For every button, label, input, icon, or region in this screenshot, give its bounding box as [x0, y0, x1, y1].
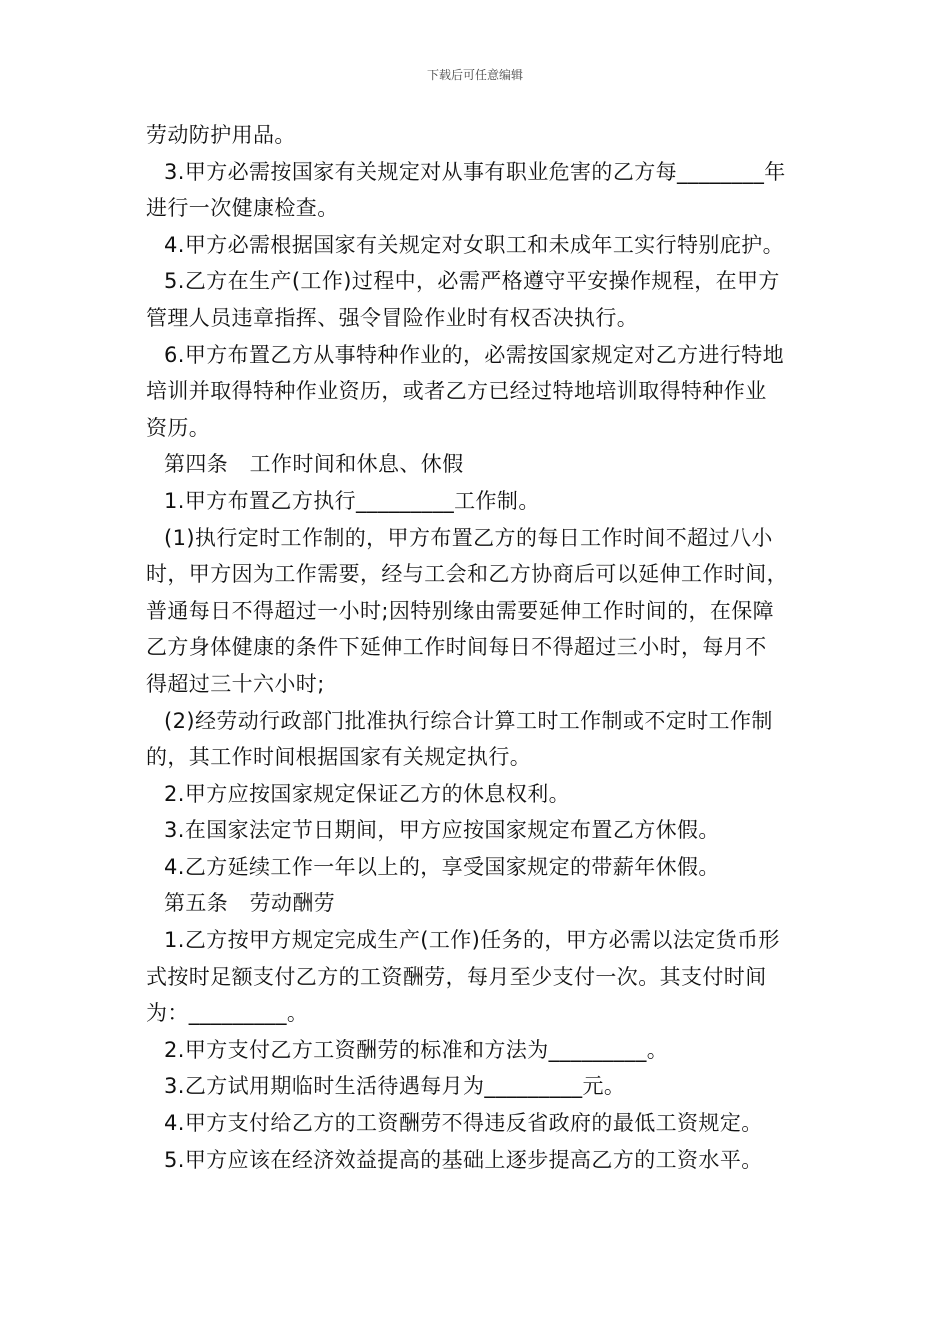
- section-heading: 第四条 工作时间和休息、休假: [164, 452, 464, 477]
- page-header: 下载后可任意编辑: [426, 68, 523, 82]
- text-line: 2.甲方应按国家规定保证乙方的休息权利。: [164, 781, 571, 806]
- text-line: 5.甲方应该在经济效益提高的基础上逐步提高乙方的工资水平。: [164, 1147, 763, 1172]
- text-line: 进行一次健康检查。: [146, 196, 339, 221]
- text-line: 管理人员违章指挥、强令冒险作业时有权否决执行。: [146, 305, 639, 330]
- text-line: 5.乙方在生产(工作)过程中，必需严格遵守平安操作规程，在甲方: [164, 269, 780, 294]
- text-line: 1.乙方按甲方规定完成生产(工作)任务的，甲方必需以法定货币形: [164, 928, 780, 953]
- text-line: 4.甲方必需根据国家有关规定对女职工和未成年工实行特别庇护。: [164, 232, 785, 257]
- text-line: 普通每日不得超过一小时;因特别缘由需要延伸工作时间的，在保障: [146, 598, 775, 623]
- text-line: 式按时足额支付乙方的工资酬劳，每月至少支付一次。其支付时间: [146, 964, 767, 989]
- text-line: 1.甲方布置乙方执行_________工作制。: [164, 488, 540, 513]
- text-line: (1)执行定时工作制的，甲方布置乙方的每日工作时间不超过八小: [164, 525, 773, 550]
- text-line: 3.甲方必需按国家有关规定对从事有职业危害的乙方每________年: [164, 159, 786, 184]
- text-line: 乙方身体健康的条件下延伸工作时间每日不得超过三小时，每月不: [146, 635, 767, 660]
- text-line: 培训并取得特种作业资历，或者乙方已经过特地培训取得特种作业: [146, 379, 767, 404]
- text-line: 得超过三十六小时;: [146, 671, 325, 696]
- text-line: 3.在国家法定节日期间，甲方应按国家规定布置乙方休假。: [164, 818, 720, 843]
- text-line: 6.甲方布置乙方从事特种作业的，必需按国家规定对乙方进行特地: [164, 342, 785, 367]
- text-line: 的，其工作时间根据国家有关规定执行。: [146, 745, 532, 770]
- text-line: 时，甲方因为工作需要，经与工会和乙方协商后可以延伸工作时间，: [146, 562, 788, 587]
- text-line: 为：_________。: [146, 1001, 309, 1026]
- document-body: [146, 117, 814, 1178]
- text-line: 4.甲方支付给乙方的工资酬劳不得违反省政府的最低工资规定。: [164, 1111, 763, 1136]
- text-line: 2.甲方支付乙方工资酬劳的标准和方法为_________。: [164, 1037, 669, 1062]
- text-line: 劳动防护用品。: [146, 123, 296, 147]
- text-line: 3.乙方试用期临时生活待遇每月为_________元。: [164, 1074, 626, 1099]
- text-line: 资历。: [146, 415, 211, 440]
- section-heading: 第五条 劳动酬劳: [164, 891, 336, 916]
- text-line: (2)经劳动行政部门批准执行综合计算工时工作制或不定时工作制: [164, 708, 773, 733]
- text-line: 4.乙方延续工作一年以上的，享受国家规定的带薪年休假。: [164, 854, 720, 879]
